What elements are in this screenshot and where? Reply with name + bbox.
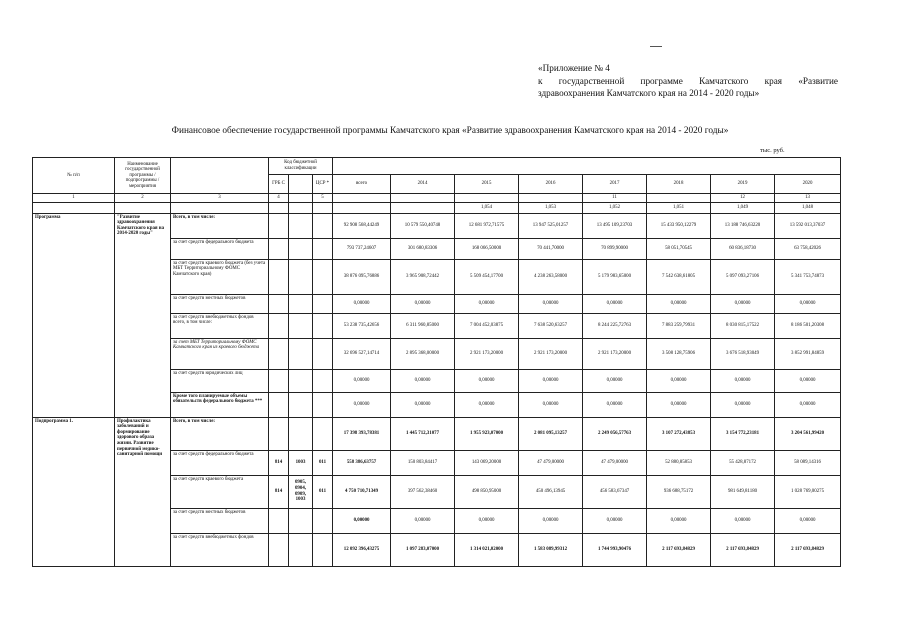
row-value: 0,00000: [583, 294, 647, 313]
colnum-12: 12: [711, 194, 775, 203]
row-name: "Развитие здравоохранения Камчатского края на 2014-2020 годы": [115, 213, 171, 417]
table-row: [33, 213, 841, 238]
row-value: 55 428,87172: [711, 450, 775, 475]
coef-2018: 1,051: [647, 202, 711, 213]
row-grbs-empty: [269, 259, 289, 294]
row-value: 53 238 735,42656: [333, 313, 391, 338]
row-value: 13 188 746,63220: [711, 213, 775, 238]
row-csr-empty: [313, 259, 333, 294]
row-value: 0,00000: [647, 369, 711, 392]
row-value: 0,00000: [583, 392, 647, 417]
row-label: за счет средств внебюджетных фондов всего, в том числе:: [171, 313, 269, 338]
row-rz: [289, 508, 313, 533]
row-value: 2 895 368,00000: [391, 338, 455, 369]
row-label: за счет средств краевого бюджета (без учета МБТ Территориальному ФОМС Камчатского края): [171, 259, 269, 294]
row-grbs-empty: [269, 294, 289, 313]
row-value: 0,00000: [391, 369, 455, 392]
row-label: за счет средств юридических лиц: [171, 369, 269, 392]
row-value: 0,00000: [391, 508, 455, 533]
row-value: 498 850,95000: [455, 475, 519, 508]
row-value: 0,00000: [455, 369, 519, 392]
row-value: 47 479,00000: [583, 450, 647, 475]
row-label: за счет средств федерального бюджета: [171, 450, 269, 475]
row-grbs: 814: [269, 450, 289, 475]
colnum-11: 11: [583, 194, 647, 203]
coef-2020: 1,048: [775, 202, 841, 213]
header-dash: [650, 46, 662, 47]
row-csr-empty: [313, 369, 333, 392]
row-csr-empty: [313, 338, 333, 369]
colnum-4: 4: [269, 194, 289, 203]
row-value: 8 186 501,20308: [775, 313, 841, 338]
row-value: 70 899,90000: [583, 238, 647, 259]
hdr-num: № п/п: [33, 158, 115, 194]
row-value: 70 441,70000: [519, 238, 583, 259]
row-label: за счет средств краевого бюджета: [171, 475, 269, 508]
row-grbs-empty: [269, 369, 289, 392]
row-rz: 1003: [289, 450, 313, 475]
row-csr: 011: [313, 475, 333, 508]
row-value: 2 249 056,57763: [583, 417, 647, 450]
annex-line-3: здравоохранения Камчатского края на 2014 - 2020 годы»: [538, 88, 760, 98]
row-value: 397 562,38460: [391, 475, 455, 508]
row-value: 981 649,81180: [711, 475, 775, 508]
hdr-empty: [171, 158, 269, 194]
hdr-2018: 2018: [647, 175, 711, 194]
hdr-total: всего: [333, 175, 391, 194]
row-grbs-empty: [269, 338, 289, 369]
row-value: 450 496,13945: [519, 475, 583, 508]
row-label: за счет средств местных бюджетов: [171, 508, 269, 533]
row-csr: [313, 417, 333, 450]
row-value: 2 921 173,20000: [455, 338, 519, 369]
row-value: 0,00000: [333, 294, 391, 313]
row-value: 0,00000: [519, 392, 583, 417]
row-rz-empty: [289, 238, 313, 259]
hdr-grbs: ГРБ С: [269, 175, 289, 194]
row-value: 4 238 263,58000: [519, 259, 583, 294]
row-value: 12 681 972,71575: [455, 213, 519, 238]
row-label: за счет средств федерального бюджета: [171, 238, 269, 259]
document-title: Финансовое обеспечение государственной программы Камчатского края «Развитие здравоохранения Камчатского края на 2014 - 2020 годы»: [171, 126, 729, 136]
row-grbs: 814: [269, 475, 289, 508]
row-csr-empty: [313, 238, 333, 259]
row-label: за счет МБТ Территориальному ФОМС Камчатского края из краевого бюджета: [171, 338, 269, 369]
row-value: 0,00000: [583, 369, 647, 392]
row-value: 0,00000: [775, 508, 841, 533]
row-grbs: [269, 508, 289, 533]
row-rz-empty: [289, 294, 313, 313]
row-value: 0,00000: [711, 294, 775, 313]
row-value: 0,00000: [583, 508, 647, 533]
row-value: 58 089,14316: [775, 450, 841, 475]
row-value: 4 750 710,71349: [333, 475, 391, 508]
row-value: 5 509 454,17700: [455, 259, 519, 294]
row-value: 3 965 908,72442: [391, 259, 455, 294]
row-value: 7 638 520,63257: [519, 313, 583, 338]
row-value: 2 921 173,20000: [583, 338, 647, 369]
row-value: 47 479,00000: [519, 450, 583, 475]
row-csr: [313, 533, 333, 566]
row-grbs: [269, 533, 289, 566]
row-value: 15 433 950,12279: [647, 213, 711, 238]
row-value: 60 836,18730: [711, 238, 775, 259]
row-value: 5 179 983,65000: [583, 259, 647, 294]
row-value: 150 803,84417: [391, 450, 455, 475]
annex-line-1: «Приложение № 4: [538, 63, 610, 73]
row-value: 2 117 693,84829: [775, 533, 841, 566]
row-value: 0,00000: [711, 392, 775, 417]
row-value: 8 244 225,72763: [583, 313, 647, 338]
table-row: [33, 417, 841, 450]
row-value: 0,00000: [711, 508, 775, 533]
units-label: тыс. руб.: [760, 147, 785, 154]
row-csr-empty: [313, 313, 333, 338]
row-value: 0,00000: [455, 392, 519, 417]
row-value: 0,00000: [647, 508, 711, 533]
colnum-2: 2: [115, 194, 171, 203]
header-row-1: [33, 158, 841, 175]
hdr-blank: [333, 158, 841, 175]
coef-2017: 1,052: [583, 202, 647, 213]
annex-line-2: к государственной программе Камчатского края «Развитие: [538, 75, 838, 86]
row-value: 1 744 993,90476: [583, 533, 647, 566]
colnum-13: 13: [775, 194, 841, 203]
row-label: за счет средств внебюджетных фондов: [171, 533, 269, 566]
row-value: 1 028 769,00275: [775, 475, 841, 508]
row-value: 17 398 393,78381: [333, 417, 391, 450]
row-rz-empty: [289, 369, 313, 392]
coef-2015: 1,054: [455, 202, 519, 213]
finance-table: [32, 157, 841, 567]
col-number-row: [33, 194, 841, 203]
row-grbs-empty: [269, 313, 289, 338]
row-value: 0,00000: [519, 508, 583, 533]
colnum-1: 1: [33, 194, 115, 203]
row-value: 13 495 109,23703: [583, 213, 647, 238]
row-value: 52 880,85853: [647, 450, 711, 475]
row-value: 0,00000: [519, 294, 583, 313]
row-num: Программа: [33, 213, 115, 417]
row-value: 2 081 095,13257: [519, 417, 583, 450]
row-value: 58 051,70545: [647, 238, 711, 259]
row-value: 2 117 693,84829: [711, 533, 775, 566]
colnum-blank: [289, 194, 313, 203]
row-value: 6 311 960,85000: [391, 313, 455, 338]
row-label: за счет средств местных бюджетов: [171, 294, 269, 313]
row-value: 92 908 568,44249: [333, 213, 391, 238]
coef-row: [33, 202, 841, 213]
row-value: 5 097 093,27106: [711, 259, 775, 294]
row-csr-empty: [313, 294, 333, 313]
row-rz-empty: [289, 392, 313, 417]
hdr-kbk: Код бюджетной классификации: [269, 158, 333, 175]
row-label: Всего, в том числе:: [171, 417, 269, 450]
row-grbs: [269, 417, 289, 450]
coef-2016: 1,053: [519, 202, 583, 213]
hdr-2019: 2019: [711, 175, 775, 194]
row-label: Всего, в том числе:: [171, 213, 269, 238]
row-value: 3 107 272,43853: [647, 417, 711, 450]
row-rz: [289, 533, 313, 566]
row-value: 3 676 518,93049: [711, 338, 775, 369]
row-name: Профилактика заболеваний и формирование здорового образа жизни. Развитие первичной медико-санитарной помощи: [115, 417, 171, 566]
row-value: 38 876 095,76886: [333, 259, 391, 294]
row-value: 10 579 550,40748: [391, 213, 455, 238]
row-value: 168 066,50000: [455, 238, 519, 259]
row-value: 1 097 283,07000: [391, 533, 455, 566]
hdr-2014: 2014: [391, 175, 455, 194]
row-value: 143 069,20000: [455, 450, 519, 475]
row-rz-empty: [289, 313, 313, 338]
row-value: 1 445 712,31077: [391, 417, 455, 450]
row-value: 3 154 772,23181: [711, 417, 775, 450]
row-grbs-empty: [269, 238, 289, 259]
colnum-3: 3: [171, 194, 269, 203]
row-value: 7 004 452,03875: [455, 313, 519, 338]
hdr-name: Наименование государственной программы / подпрограммы / мероприятия: [115, 158, 171, 194]
program-body: [33, 213, 841, 417]
colnum-5: 5: [313, 194, 333, 203]
row-value: 0,00000: [647, 294, 711, 313]
row-grbs-empty: [269, 392, 289, 417]
row-value: 0,00000: [455, 294, 519, 313]
row-rz: [289, 417, 313, 450]
hdr-2015: 2015: [455, 175, 519, 194]
row-value: 301 680,83306: [391, 238, 455, 259]
row-value: 0,00000: [775, 392, 841, 417]
row-value: 1 955 923,07000: [455, 417, 519, 450]
row-value: 5 341 753,74873: [775, 259, 841, 294]
hdr-2020: 2020: [775, 175, 841, 194]
annex-block: [538, 62, 858, 100]
row-value: 13 592 013,37037: [775, 213, 841, 238]
row-value: 1 583 089,99312: [519, 533, 583, 566]
row-value: 793 737,24607: [333, 238, 391, 259]
hdr-2016: 2016: [519, 175, 583, 194]
row-value: 1 314 021,02000: [455, 533, 519, 566]
row-value: 0,00000: [711, 369, 775, 392]
row-csr: [313, 508, 333, 533]
row-num: Подпрограмма 1.: [33, 417, 115, 566]
row-value: 2 117 693,84829: [647, 533, 711, 566]
row-value: 0,00000: [333, 369, 391, 392]
row-value: 3 852 991,84859: [775, 338, 841, 369]
row-value: 0,00000: [333, 392, 391, 417]
row-value: 0,00000: [391, 392, 455, 417]
row-value: 8 030 815,17522: [711, 313, 775, 338]
row-value: 0,00000: [391, 294, 455, 313]
row-value: 0,00000: [775, 294, 841, 313]
row-value: 32 696 527,14714: [333, 338, 391, 369]
row-value: 3 204 561,99420: [775, 417, 841, 450]
subprogram-body: [33, 417, 841, 566]
row-value: 0,00000: [519, 369, 583, 392]
hdr-2017: 2017: [583, 175, 647, 194]
row-value: 0,00000: [647, 392, 711, 417]
row-rz-empty: [289, 259, 313, 294]
row-value: 7 883 259,79931: [647, 313, 711, 338]
hdr-rz: [289, 175, 313, 194]
row-value: 2 921 173,20000: [519, 338, 583, 369]
row-rz: 0905, 0904, 0909, 1003: [289, 475, 313, 508]
row-csr-empty: [313, 392, 333, 417]
row-value: 12 092 396,43275: [333, 533, 391, 566]
row-value: 13 947 525,01257: [519, 213, 583, 238]
row-value: 3 508 128,75906: [647, 338, 711, 369]
row-value: 0,00000: [333, 508, 391, 533]
row-value: 558 386,63757: [333, 450, 391, 475]
row-label: Кроме того планируемые объемы обязательств федерального бюджета ***: [171, 392, 269, 417]
row-rz-empty: [289, 213, 313, 238]
hdr-csr: ЦСР *: [313, 175, 333, 194]
row-value: 936 688,75172: [647, 475, 711, 508]
row-csr-empty: [313, 213, 333, 238]
row-rz-empty: [289, 338, 313, 369]
coef-2019: 1,049: [711, 202, 775, 213]
row-csr: 011: [313, 450, 333, 475]
row-value: 0,00000: [455, 508, 519, 533]
row-grbs-empty: [269, 213, 289, 238]
row-value: 456 583,67347: [583, 475, 647, 508]
row-value: 0,00000: [775, 369, 841, 392]
row-value: 7 542 638,61805: [647, 259, 711, 294]
row-value: 63 758,42026: [775, 238, 841, 259]
